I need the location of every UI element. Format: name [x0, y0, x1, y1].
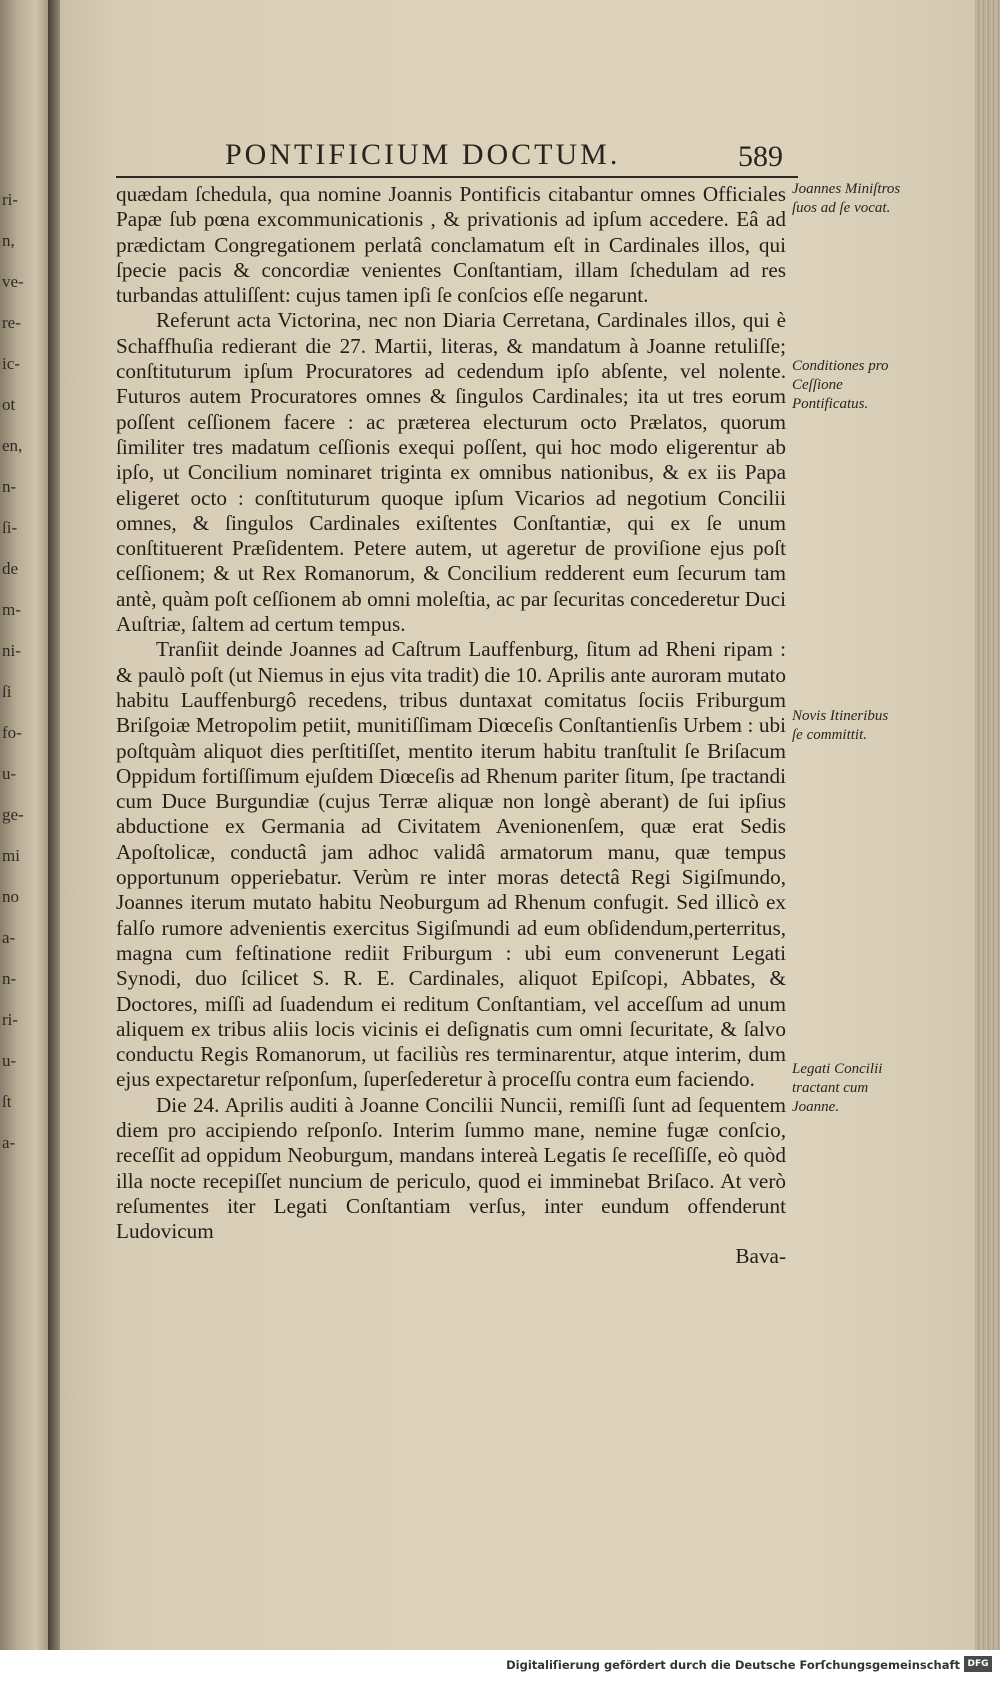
left-page-fragment: ge- — [2, 805, 24, 824]
left-page-fragment: u- — [2, 764, 17, 783]
paragraph: Die 24. Aprilis auditi à Joanne Concilii Nuncii, remiſſi ſunt ad ſequentem diem pro accipiendo reſponſo. Interim ſummo mane, nemine fugæ conſcio, receſſit ad oppidum Neoburgum, mandans intereà Legatis ſe receſſiſſe, eò quòd illa nocte recepiſſet nuncium de periculo, quod ei imminebat Briſaco. At verò reſumentes iter Legati Conſtantiam verſus, inter eundum offenderunt Ludovicum — [116, 1092, 786, 1244]
page-number: 589 — [738, 140, 783, 173]
left-page-edge — [0, 0, 48, 1681]
left-page-fragment: de — [2, 559, 19, 578]
left-page-fragment: fo- — [2, 723, 22, 742]
left-page-fragment: ri- — [2, 1010, 19, 1029]
left-page-fragment: a- — [2, 928, 16, 947]
left-page-fragment: n- — [2, 969, 17, 988]
left-page-fragment: ic- — [2, 354, 20, 373]
left-page-fragment: ſi — [2, 682, 12, 701]
footer-bar — [0, 1650, 1000, 1681]
marginal-note: Joannes Miniſtros ſuos ad ſe vocat. — [792, 181, 901, 216]
marginal-note: Legati Concilii tractant cum Joanne. — [792, 1061, 883, 1115]
dfg-logo: DFG — [964, 1656, 992, 1672]
body-text — [116, 182, 786, 1270]
left-page-fragment: a- — [2, 1133, 16, 1152]
left-page-fragment: en, — [2, 436, 23, 455]
footer-credit: Digitaliſierung gefördert durch die Deutsche Forſchungsgemeinschaft — [506, 1658, 960, 1672]
left-page-fragment: ſi- — [2, 518, 18, 537]
left-page-fragment: no — [2, 887, 19, 906]
left-page-fragment: m- — [2, 600, 21, 619]
left-page-fragment: ſt — [2, 1092, 12, 1111]
book-page — [60, 0, 975, 1650]
marginal-note: Conditiones pro Ceſſione Pontificatus. — [792, 358, 889, 412]
left-page-fragment: u- — [2, 1051, 17, 1070]
left-page-fragment: ni- — [2, 641, 21, 660]
paragraph: Referunt acta Victorina, nec non Diaria Cerretana, Cardinales illos, qui è Schaffhuſia redierant die 27. Martii, literas, & mandatum à Joanne retuliſſe; conſtituturum ipſum Procuratores ad cedendum ipſo abſente, vel nolente. Futuros autem Procuratores omnes & ſingulos Cardinales; ita ut tres eorum poſſent ceſſionem facere : ac præterea electurum octo Prælatos, quorum ſimiliter tres madatum ceſſionis exequi poſſent, qui hoc modo eligerentur ab ipſo, ut Concilium nominaret triginta ex omnibus nationibus, & ex iis Papa eligeret octo : conſtituturum quoque ipſum Vicarios ad negotium Concilii omnes, & ſingulos Cardinales exiſtentes Conſtantiæ, qui ex ſe unum conſtituerent Præſidentem. Petere autem, ut ageretur de proviſione ejus poſt ceſſionem; & ut Rex Romanorum, & Concilium redderent eum ſecurum tam antè, quàm poſt ceſſionem ab omni moleſtia, ac par ſecuritas concederetur Duci Auſtriæ, ſaltem ad certum tempus. — [116, 308, 786, 637]
catchword: Bava- — [735, 1244, 786, 1269]
left-page-fragment: ot — [2, 395, 16, 414]
left-page-fragment: ve- — [2, 272, 24, 291]
header-rule — [116, 176, 798, 178]
marginal-note: Novis Itineribus ſe committit. — [792, 708, 889, 743]
left-page-fragment: re- — [2, 313, 21, 332]
paragraph: quædam ſchedula, qua nomine Joannis Pontificis citabantur omnes Officiales Papæ ſub pœna excommunicationis , & privationis ad ipſum accedere. Eâ ad prædictam Congregationem perlatâ conclamatum eſt in Cardinales illos, qui ſpecie pacis & concordiæ venientes Conſtantiam, illam ſchedulam ad res turbandas attuliſſent: cujus tamen ipſi ſe conſcios eſſe negarunt. — [116, 182, 786, 308]
left-page-fragment: ri- — [2, 190, 19, 209]
page-right-edge — [975, 0, 1000, 1650]
paragraph: Tranſiit deinde Joannes ad Caſtrum Lauffenburg, ſitum ad Rheni ripam : & paulò poſt (ut Niemus in ejus vita tradit) die 10. Aprilis ante auroram mutato habitu Lauffenburgô recedens, tribus duntaxat comitatus ſociis Friburgum Briſgoiæ Metropolim petiit, munitiſſimam Diœceſis Conſtantienſis Urbem : ubi poſtquàm aliquot dies perſtitiſſet, mentito iterum habitu tranſtulit ſe Briſacum Oppidum fortiſſimum ejuſdem Diœceſis ad Rhenum pariter ſitum, ſpe tractandi cum Duce Burgundiæ (cujus Terræ aliquæ non longè aberant) de ſui ipſius abductione ex Germania ad Civitatem Avenionenſem, quæ erat Sedis Apoſtolicæ, conductâ jam adhoc validâ armatorum manu, quæ tempus opportunum opperiebatur. Verùm re inter moras detectâ Regi Sigiſmundo, Joannes iterum mutato habitu Neoburgum ad Rhenum confugit. Sed illicò ex falſo rumore advenientis exercitus Sigiſmundi ad eum obſidendum,perterritus, magna cum feſtinatione rediit Friburgum : ubi eum convenerunt Legati Synodi, duo ſcilicet S. R. E. Cardinales, aliquot Epiſcopi, Abbates, & Doctores, miſſi ad ſuadendum ei reditum Conſtantiam, vel acceſſum ad unum aliquem ex tribus aliis locis vicinis ei deſignatis cum omni ſecuritate, & ſalvo conductu Regis Romanorum, ut faciliùs res terminarentur, atque interim, dum ejus expectaretur reſponſum, ſuperſederetur à proceſſu contra eum faciendo. — [116, 637, 786, 1092]
left-page-fragment: mi — [2, 846, 20, 865]
left-page-fragment: n- — [2, 477, 17, 496]
left-page-fragment: n, — [2, 231, 15, 250]
running-header-title: PONTIFICIUM DOCTUM. — [225, 138, 621, 171]
